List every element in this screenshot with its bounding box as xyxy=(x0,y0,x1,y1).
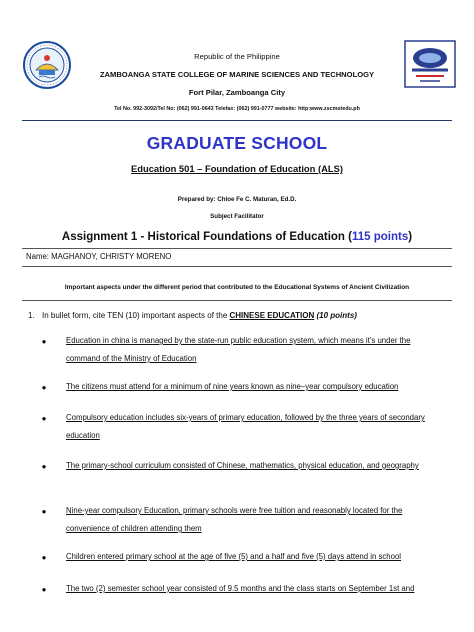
name-box-bottom xyxy=(22,266,452,267)
bullet-6-text: Children entered primary school at the age of five (5) and a half and five (5) days attend in school xyxy=(66,552,402,561)
prepared-by: Prepared by: Chloe Fe C. Maturan, Ed.D. xyxy=(177,196,297,203)
assignment-title xyxy=(0,231,474,243)
contact-line: Tel No. 992-3092/Tel No: (062) 991-0643 Telefax: (062) 991-0777 website: http:www.zscmstedu.ph xyxy=(114,106,360,112)
bullet-7-icon: ● xyxy=(41,585,47,594)
republic-line: Republic of the Philippine xyxy=(194,52,280,61)
college-seal-logo xyxy=(22,40,72,90)
page-title: GRADUATE SCHOOL xyxy=(146,133,328,153)
bullet-3-text: Compulsory education includes six-years of primary education, followed by the three years of secondary education xyxy=(66,413,425,440)
question-points: (10 points) xyxy=(316,311,357,320)
name-box-top xyxy=(22,248,452,249)
assignment-title-close: ) xyxy=(408,231,413,243)
facilitator-role: Subject Facilitator xyxy=(210,213,264,220)
question-highlight: CHINESE EDUCATION xyxy=(229,311,315,320)
college-name: ZAMBOANGA STATE COLLEGE OF MARINE SCIENCES AND TECHNOLOGY xyxy=(99,70,375,79)
bullet-1-icon: ● xyxy=(41,337,47,346)
question-prefix: In bullet form, cite TEN (10) important aspects of the xyxy=(42,311,230,320)
assignment-title-text: Assignment 1 - Historical Foundations of Education ( xyxy=(61,231,352,243)
bullet-2-text: The citizens must attend for a minimum of nine years known as nine–year compulsory education xyxy=(66,382,399,391)
header-divider xyxy=(22,120,452,121)
section-divider xyxy=(22,300,452,301)
bullet-3-icon: ● xyxy=(41,414,47,423)
course-title: Education 501 – Foundation of Education (ALS) xyxy=(131,163,343,174)
assignment-points: 115 points xyxy=(351,231,409,243)
college-location: Fort Pilar, Zamboanga City xyxy=(188,88,286,97)
bullet-4-text: The primary-school curriculum consisted of Chinese, mathematics, physical education, and geography xyxy=(66,461,419,470)
bullet-5-icon: ● xyxy=(41,507,47,516)
question-number: 1. xyxy=(28,311,35,320)
student-name: Name: MAGHANOY, CHRISTY MORENO xyxy=(26,252,172,261)
bullet-6-icon: ● xyxy=(41,553,47,562)
accreditation-logo xyxy=(404,40,456,88)
bullet-7-text: The two (2) semester school year consisted of 9.5 months and the class starts on September 1st and xyxy=(66,584,415,593)
bullet-2-icon: ● xyxy=(41,383,47,392)
section-heading: Important aspects under the different period that contributed to the Educational Systems of Ancient Civilization xyxy=(64,284,410,291)
question-1 xyxy=(28,311,357,320)
bullet-1-text: Education in china is managed by the state-run public education system, which means it’s under the command of the Ministry of Education xyxy=(66,336,411,363)
bullet-5-text: Nine-year compulsory Education, primary schools were free tuition and reasonably located for the convenience of children attending them xyxy=(66,506,403,533)
bullet-4-icon: ● xyxy=(41,462,47,471)
